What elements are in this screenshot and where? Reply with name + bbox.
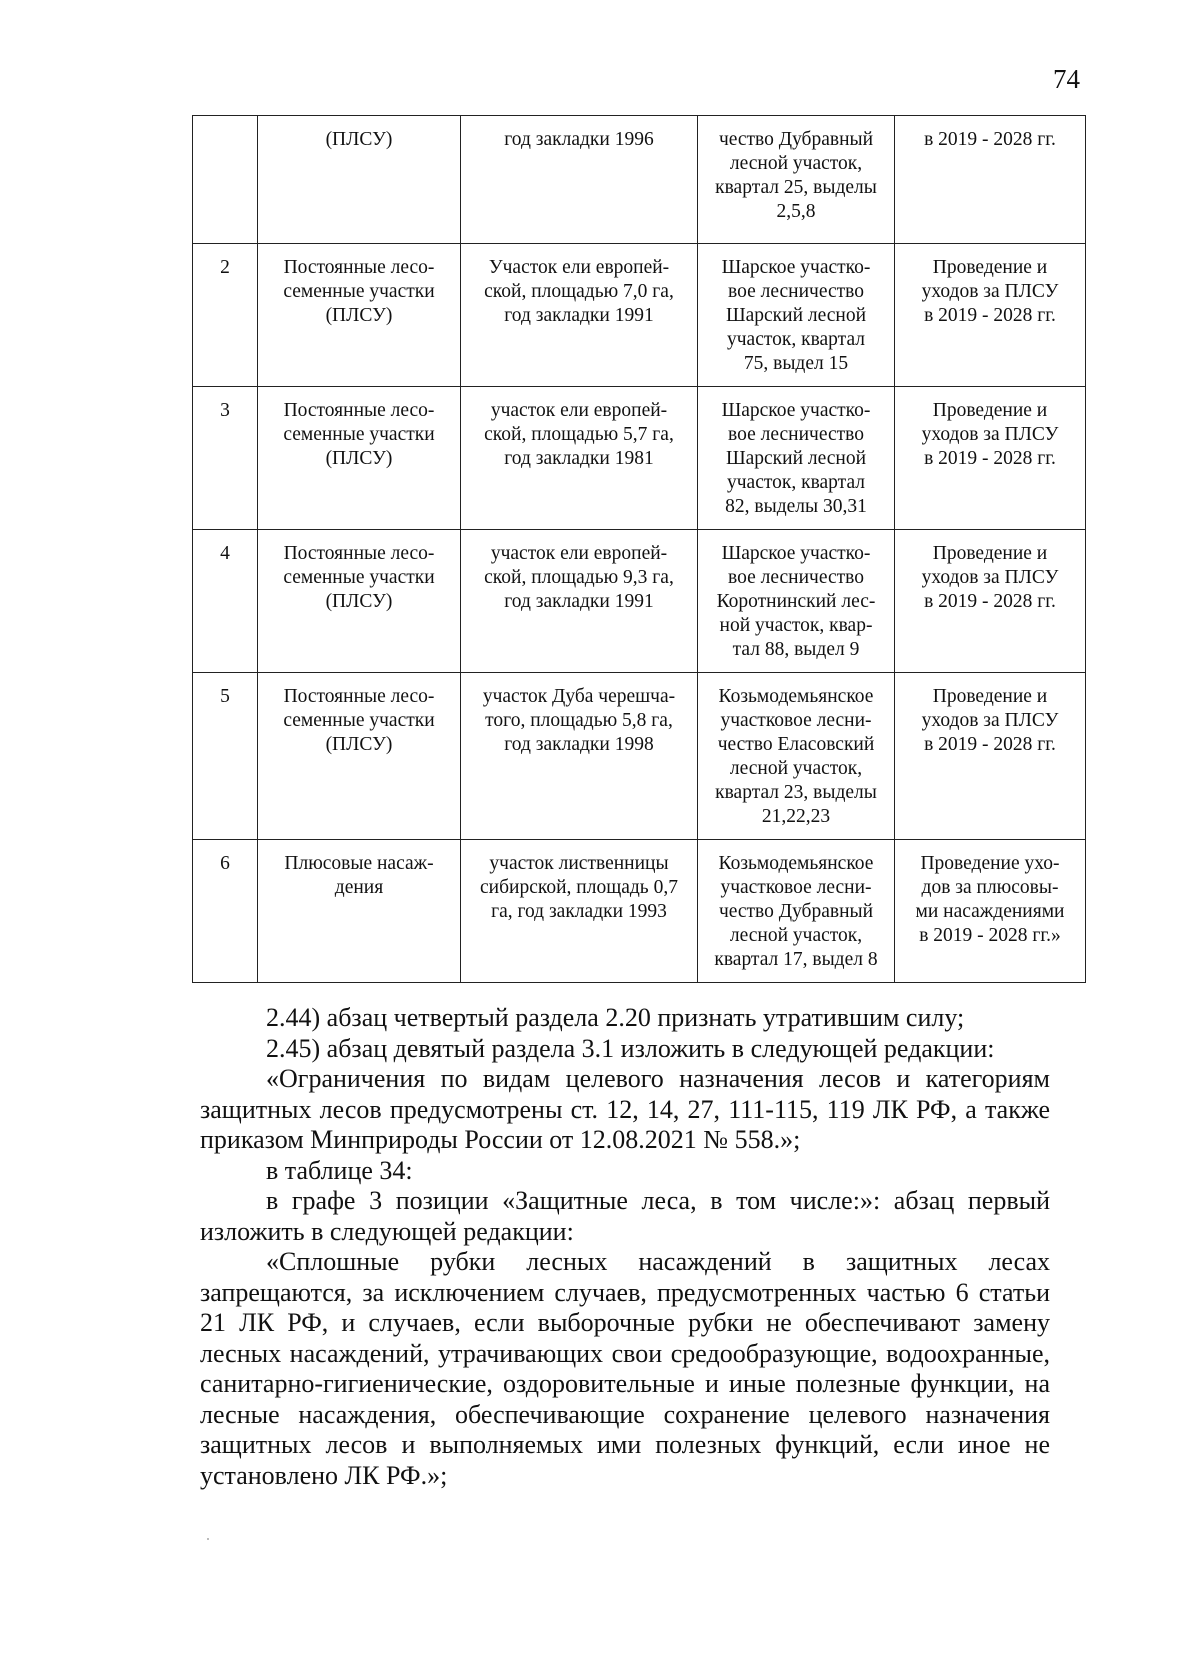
cell-line: Проведение и [932, 543, 1048, 564]
cell-line: участок, квартал [727, 472, 865, 493]
cell-planned-work [895, 840, 1086, 983]
cell-line: квартал 23, выделы [715, 782, 877, 803]
table-row [193, 116, 1086, 244]
cell-line: Проведение и [932, 400, 1048, 421]
cell-planned-work [895, 530, 1086, 673]
cell-line: дов за плюсовы- [921, 877, 1059, 898]
cell-location [698, 840, 895, 983]
cell-line: участок лиственницы [489, 853, 669, 874]
cell-line: семенные участки [283, 281, 435, 302]
table-row [193, 673, 1086, 840]
cell-line: Постоянные лесо- [283, 400, 435, 421]
cell-line: Участок ели европей- [488, 257, 670, 278]
cell-line: год закладки 1991 [504, 591, 654, 612]
cell-line: Шарский лесной [725, 305, 867, 326]
amendments-text [200, 1003, 1050, 1491]
cell-line: Козьмодемьянское [718, 853, 874, 874]
cell-line: Плюсовые насаж- [284, 853, 434, 874]
cell-line: (ПЛСУ) [325, 129, 393, 150]
table-row [193, 387, 1086, 530]
cell-plot-description [461, 530, 698, 673]
cell-plot-description [461, 673, 698, 840]
cell-line: лесной участок, [729, 758, 863, 779]
cell-line: ской, площадью 9,3 га, [484, 567, 674, 588]
cell-line: Шарский лесной [725, 448, 867, 469]
cell-plot-type [258, 840, 461, 983]
cell-line: в 2019 - 2028 гг.» [919, 925, 1061, 946]
table-body [193, 116, 1086, 983]
cell-number [193, 116, 258, 244]
cell-line: тал 88, выдел 9 [732, 639, 860, 660]
cell-line: участок ели европей- [490, 400, 668, 421]
cell-line: в 2019 - 2028 гг. [924, 129, 1056, 150]
cell-location [698, 530, 895, 673]
scan-speck [207, 1538, 209, 1540]
cell-plot-type [258, 116, 461, 244]
cell-line: Проведение и [932, 257, 1048, 278]
table-row [193, 840, 1086, 983]
cell-line: Проведение и [932, 686, 1048, 707]
paragraph-2-45: 2.45) абзац девятый раздела 3.1 изложить в следующей редакции: [266, 1033, 995, 1063]
cell-line: 2,5,8 [776, 201, 816, 222]
cell-line: год закладки 1981 [504, 448, 654, 469]
cell-plot-description [461, 840, 698, 983]
cell-number: 4 [193, 530, 258, 673]
cell-line: дения [334, 877, 384, 898]
forest-seed-plots-table [192, 115, 1086, 983]
cell-plot-description [461, 387, 698, 530]
cell-line: 82, выделы 30,31 [725, 496, 867, 517]
cell-line: вое лесничество [728, 567, 864, 588]
cell-line: Проведение ухо- [920, 853, 1060, 874]
cell-number: 3 [193, 387, 258, 530]
cell-line: лесной участок, [729, 925, 863, 946]
cell-location [698, 244, 895, 387]
cell-line: Коротнинский лес- [716, 591, 876, 612]
cell-line: уходов за ПЛСУ [921, 567, 1059, 588]
paragraph-clearcut-quote: «Сплошные рубки лесных насаждений в защитных лесах запрещаются, за исключением случаев, предусмотренных частью 6 статьи 21 ЛК РФ, и случаев, если выборочные рубки не обеспечивают замену лесных насаждений, утрачивающих свои средообразующие, водоохранные, санитарно-гигиенические, оздоровительные и иные полезные функции, на лесные насаждения, обеспечивающие сохранение целевого назначения защитных лесов и выполняемых ими полезных функций, если иное не установлено ЛК РФ.»; [200, 1247, 1050, 1490]
cell-number: 6 [193, 840, 258, 983]
cell-line: вое лесничество [728, 424, 864, 445]
cell-line: 75, выдел 15 [743, 353, 849, 374]
table-row [193, 530, 1086, 673]
cell-line: вое лесничество [728, 281, 864, 302]
cell-line: (ПЛСУ) [325, 305, 393, 326]
cell-line: лесной участок, [729, 153, 863, 174]
cell-line: семенные участки [283, 567, 435, 588]
cell-number: 2 [193, 244, 258, 387]
cell-line: квартал 17, выдел 8 [714, 949, 878, 970]
cell-line: (ПЛСУ) [325, 734, 393, 755]
cell-line: (ПЛСУ) [325, 448, 393, 469]
cell-line: год закладки 1998 [504, 734, 654, 755]
cell-location [698, 387, 895, 530]
cell-line: семенные участки [283, 710, 435, 731]
cell-line: уходов за ПЛСУ [921, 281, 1059, 302]
paragraph-table-34: в таблице 34: [266, 1155, 413, 1185]
cell-line: участок ели европей- [490, 543, 668, 564]
cell-plot-description [461, 116, 698, 244]
cell-number: 5 [193, 673, 258, 840]
table-row [193, 244, 1086, 387]
cell-line: в 2019 - 2028 гг. [924, 591, 1056, 612]
cell-line: чество Еласовский [717, 734, 875, 755]
cell-line: участок, квартал [727, 329, 865, 350]
cell-line: ской, площадью 5,7 га, [484, 424, 674, 445]
cell-line: ской, площадью 7,0 га, [484, 281, 674, 302]
cell-line: Постоянные лесо- [283, 543, 435, 564]
cell-line: уходов за ПЛСУ [921, 424, 1059, 445]
cell-line: Козьмодемьянское [718, 686, 874, 707]
paragraph-column-3: в графе 3 позиции «Защитные леса, в том числе:»: абзац первый изложить в следующей редакции: [200, 1186, 1050, 1246]
cell-location [698, 116, 895, 244]
cell-line: в 2019 - 2028 гг. [924, 734, 1056, 755]
cell-plot-type [258, 244, 461, 387]
cell-line: участковое лесни- [720, 877, 872, 898]
cell-line: квартал 25, выделы [715, 177, 877, 198]
cell-line: в 2019 - 2028 гг. [924, 448, 1056, 469]
cell-plot-type [258, 530, 461, 673]
cell-line: ной участок, квар- [719, 615, 873, 636]
cell-line: год закладки 1991 [504, 305, 654, 326]
cell-line: 21,22,23 [761, 806, 831, 827]
cell-line: в 2019 - 2028 гг. [924, 305, 1056, 326]
cell-planned-work [895, 116, 1086, 244]
cell-line: участковое лесни- [720, 710, 872, 731]
cell-line: Шарское участко- [721, 257, 871, 278]
cell-planned-work [895, 244, 1086, 387]
cell-planned-work [895, 673, 1086, 840]
cell-line: того, площадью 5,8 га, [485, 710, 673, 731]
cell-plot-description [461, 244, 698, 387]
cell-line: уходов за ПЛСУ [921, 710, 1059, 731]
cell-line: (ПЛСУ) [325, 591, 393, 612]
cell-line: чество Дубравный [718, 129, 874, 150]
paragraph-2-44: 2.44) абзац четвертый раздела 2.20 признать утратившим силу; [266, 1003, 965, 1032]
cell-line: ми насаждениями [915, 901, 1065, 922]
cell-line: сибирской, площадь 0,7 [480, 877, 678, 898]
cell-line: семенные участки [283, 424, 435, 445]
cell-line: Постоянные лесо- [283, 257, 435, 278]
cell-location [698, 673, 895, 840]
cell-line: га, год закладки 1993 [491, 901, 667, 922]
cell-line: Шарское участко- [721, 543, 871, 564]
cell-line: год закладки 1996 [504, 129, 654, 150]
cell-planned-work [895, 387, 1086, 530]
cell-line: чество Дубравный [718, 901, 874, 922]
cell-line: Шарское участко- [721, 400, 871, 421]
cell-plot-type [258, 673, 461, 840]
cell-plot-type [258, 387, 461, 530]
cell-line: Постоянные лесо- [283, 686, 435, 707]
page-number: 74 [1053, 64, 1080, 94]
paragraph-restrictions-quote: «Ограничения по видам целевого назначения лесов и категориям защитных лесов предусмотрены ст. 12, 14, 27, 111-115, 119 ЛК РФ, а также приказом Минприроды России от 12.08.2021 № 558.»; [200, 1064, 1050, 1154]
cell-line: участок Дуба черешча- [482, 686, 676, 707]
